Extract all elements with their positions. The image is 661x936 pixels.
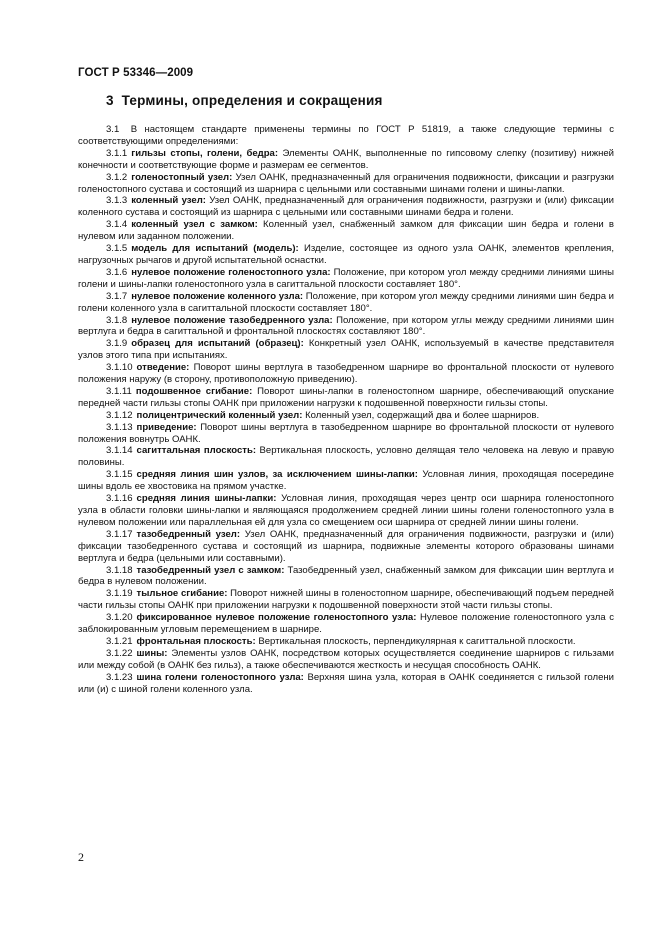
- clause-number: 3.1.12: [106, 409, 133, 421]
- clause-number: 3.1.9: [106, 338, 128, 350]
- term-entry: [78, 195, 614, 219]
- term-entry: [78, 636, 614, 648]
- term-name: голеностопный узел:: [131, 171, 233, 183]
- term-entry: [78, 267, 614, 291]
- term-definition: Условная линия, проходящая посередине шины вдоль ее хвостовика на прямом участке.: [78, 469, 614, 493]
- term-name: подошвенное сгибание:: [135, 385, 253, 397]
- clause-number: 3.1.17: [106, 528, 133, 540]
- term-entry: [78, 445, 614, 469]
- term-name: коленный узел:: [131, 195, 206, 207]
- term-definition: Узел ОАНК, предназначенный для ограничения подвижности, разгрузки и (или) фиксации коленного сустава и состоящий из шарнира с цельными или составными шинами бедра и голени.: [78, 195, 615, 219]
- term-definition: Нулевое положение голеностопного узла с заблокированным угловым перемещением в шарнире.: [78, 612, 614, 636]
- term-entry: [78, 588, 614, 612]
- clause-number: 3.1.1: [106, 147, 128, 159]
- term-definition: Вертикальная плоскость, перпендикулярная к сагиттальной плоскости.: [258, 635, 576, 647]
- term-name: фронтальная плоскость:: [136, 635, 256, 647]
- term-name: средняя линия шин узлов, за исключением шины-лапки:: [136, 469, 418, 481]
- term-entry: [78, 493, 614, 529]
- term-entry: [78, 422, 614, 446]
- term-definition: Коленный узел, снабженный замком для фиксации шин бедра и голени в нулевом или заданном положении.: [78, 219, 614, 243]
- term-entry: [78, 612, 614, 636]
- clause-number: 3.1.8: [106, 314, 128, 326]
- term-entry: [78, 172, 614, 196]
- clause-number: 3.1: [106, 124, 120, 135]
- clause-number: 3.1.6: [106, 266, 128, 278]
- term-definition: Конкретный узел ОАНК, используемый в качестве представителя узлов этого типа при испытаниях.: [78, 338, 614, 362]
- clause-number: 3.1.11: [106, 385, 132, 397]
- term-entry: [78, 410, 614, 422]
- term-definition: Положение, при котором углы между средними линиями шин вертлуга и бедра в сагиттальной и фронтальной плоскостях составляют 180°.: [78, 314, 614, 338]
- document-body: [78, 124, 614, 696]
- term-name: нулевое положение голеностопного узла:: [131, 266, 331, 278]
- intro-paragraph: [78, 124, 614, 148]
- term-entry: [78, 672, 614, 696]
- clause-number: 3.1.7: [106, 290, 128, 302]
- term-entry: [78, 338, 614, 362]
- term-definition: Верхняя шина узла, которая в ОАНК соединяется с гильзой голени или (и) с шиной голени коленного узла.: [78, 671, 615, 695]
- term-entry: [78, 243, 614, 267]
- term-name: приведение:: [136, 421, 197, 433]
- clause-number: 3.1.5: [106, 243, 128, 255]
- term-entry: [78, 315, 614, 339]
- term-name: тыльное сгибание:: [136, 588, 228, 600]
- clause-number: 3.1.13: [106, 421, 133, 433]
- term-definition: Коленный узел, содержащий два и более шарниров.: [305, 409, 540, 421]
- clause-number: 3.1.18: [106, 564, 133, 576]
- clause-number: 3.1.10: [106, 362, 133, 374]
- term-entry: [78, 386, 614, 410]
- term-definition: Поворот шины вертлуга в тазобедренном шарнире во фронтальной плоскости от нулевого положения вовнутрь ОАНК.: [78, 421, 614, 445]
- term-definition: Условная линия, проходящая через центр оси шарнира голеностопного узла в области головки шины-лапки и являющаяся продолжением средней линии шины голени голеностопного узла в нулевом положении или параллельная ей для узла со смещением оси шарнира от средней линии шины голени.: [78, 493, 614, 528]
- clause-number: 3.1.14: [106, 445, 133, 457]
- term-name: нулевое положение тазобедренного узла:: [131, 314, 333, 326]
- term-name: коленный узел с замком:: [131, 219, 258, 231]
- term-definition: Поворот нижней шины в голеностопном шарнире, обеспечивающий подъем передней части гильзы стопы ОАНК при приложении нагрузки к подошвенной поверхности этой части гильзы стопы.: [78, 588, 614, 612]
- clause-number: 3.1.23: [106, 671, 133, 683]
- section-number: 3: [106, 93, 114, 108]
- term-definition: Поворот шины-лапки в голеностопном шарнире, обеспечивающий опускание передней части гильзы стопы ОАНК при приложении нагрузки к подошвенной поверхности гильзы стопы.: [78, 385, 614, 409]
- term-name: шина голени голеностопного узла:: [136, 671, 304, 683]
- clause-number: 3.1.4: [106, 219, 128, 231]
- term-definition: Поворот шины вертлуга в тазобедренном шарнире во фронтальной плоскости от нулевого положения наружу (в сторону, противоположную приведению).: [78, 362, 614, 386]
- section-title: [106, 93, 383, 108]
- clause-number: 3.1.21: [106, 635, 133, 647]
- term-name: модель для испытаний (модель):: [131, 243, 299, 255]
- section-title-text: Термины, определения и сокращения: [121, 93, 383, 108]
- clause-number: 3.1.15: [106, 469, 133, 481]
- term-name: тазобедренный узел с замком:: [136, 564, 285, 576]
- term-definition: Элементы ОАНК, выполненные по гипсовому слепку (позитиву) нижней конечности и соответствующие форме и размерам ее сегментов.: [78, 147, 615, 171]
- terms-list: [78, 148, 614, 696]
- clause-number: 3.1.2: [106, 171, 128, 183]
- term-entry: [78, 648, 614, 672]
- term-name: гильзы стопы, голени, бедра:: [131, 147, 279, 159]
- term-entry: [78, 469, 614, 493]
- term-entry: [78, 529, 614, 565]
- page-number: 2: [78, 850, 84, 864]
- clause-number: 3.1.3: [106, 195, 128, 207]
- document-header: ГОСТ Р 53346—2009: [78, 67, 194, 79]
- term-entry: [78, 291, 614, 315]
- term-name: сагиттальная плоскость:: [136, 445, 256, 457]
- term-definition: Изделие, состоящее из одного узла ОАНК, элементов крепления, нагрузочных рычагов и другой испытательной оснастки.: [78, 243, 614, 266]
- term-definition: Узел ОАНК, предназначенный для ограничения подвижности, разгрузки и (или) фиксации тазобедренного сустава и состоящий из шарнира, подвижные элементы которого образованы шинами вертлуга и бедра (цельными или составными).: [78, 528, 614, 564]
- term-entry: [78, 565, 614, 589]
- term-name: средняя линия шины-лапки:: [136, 493, 277, 505]
- clause-number: 3.1.20: [106, 612, 133, 624]
- term-definition: Вертикальная плоскость, условно делящая тело человека на левую и правую половины.: [78, 445, 614, 469]
- clause-number: 3.1.19: [106, 588, 133, 600]
- clause-number: 3.1.22: [106, 647, 133, 659]
- term-definition: Тазобедренный узел, снабженный замком для фиксации шин вертлуга и бедра в нулевом положении.: [78, 564, 614, 588]
- term-definition: Узел ОАНК, предназначенный для ограничения подвижности, фиксации и разгрузки голеностопного сустава и состоящий из шарнира с цельными или составными шинами голени и шины-лапки.: [78, 171, 615, 195]
- clause-text: В настоящем стандарте применены термины по ГОСТ Р 51819, а также следующие термины с соответствующими определениями:: [78, 124, 615, 147]
- term-name: отведение:: [136, 362, 190, 374]
- term-name: шины:: [136, 647, 168, 659]
- term-entry: [78, 148, 614, 172]
- term-entry: [78, 362, 614, 386]
- term-name: тазобедренный узел:: [136, 528, 241, 540]
- term-name: фиксированное нулевое положение голеностопного узла:: [136, 612, 417, 624]
- term-definition: Положение, при котором угол между средними линиями шины голени и шины-лапки голеностопного узла в сагиттальной плоскости составляет 180°.: [78, 266, 615, 290]
- term-entry: [78, 219, 614, 243]
- clause-number: 3.1.16: [106, 493, 133, 505]
- term-name: образец для испытаний (образец):: [131, 338, 304, 350]
- term-definition: Элементы узлов ОАНК, посредством которых осуществляется соединение шарниров с гильзами или между собой (в ОАНК без гильз), а также обеспечиваются жесткость и несущая способность ОАНК.: [78, 647, 614, 671]
- term-name: нулевое положение коленного узла:: [131, 290, 304, 302]
- term-definition: Положение, при котором угол между средними линиями шин бедра и голени коленного узла в сагиттальной плоскости составляет 180°.: [78, 290, 614, 314]
- term-name: полицентрический коленный узел:: [136, 409, 303, 421]
